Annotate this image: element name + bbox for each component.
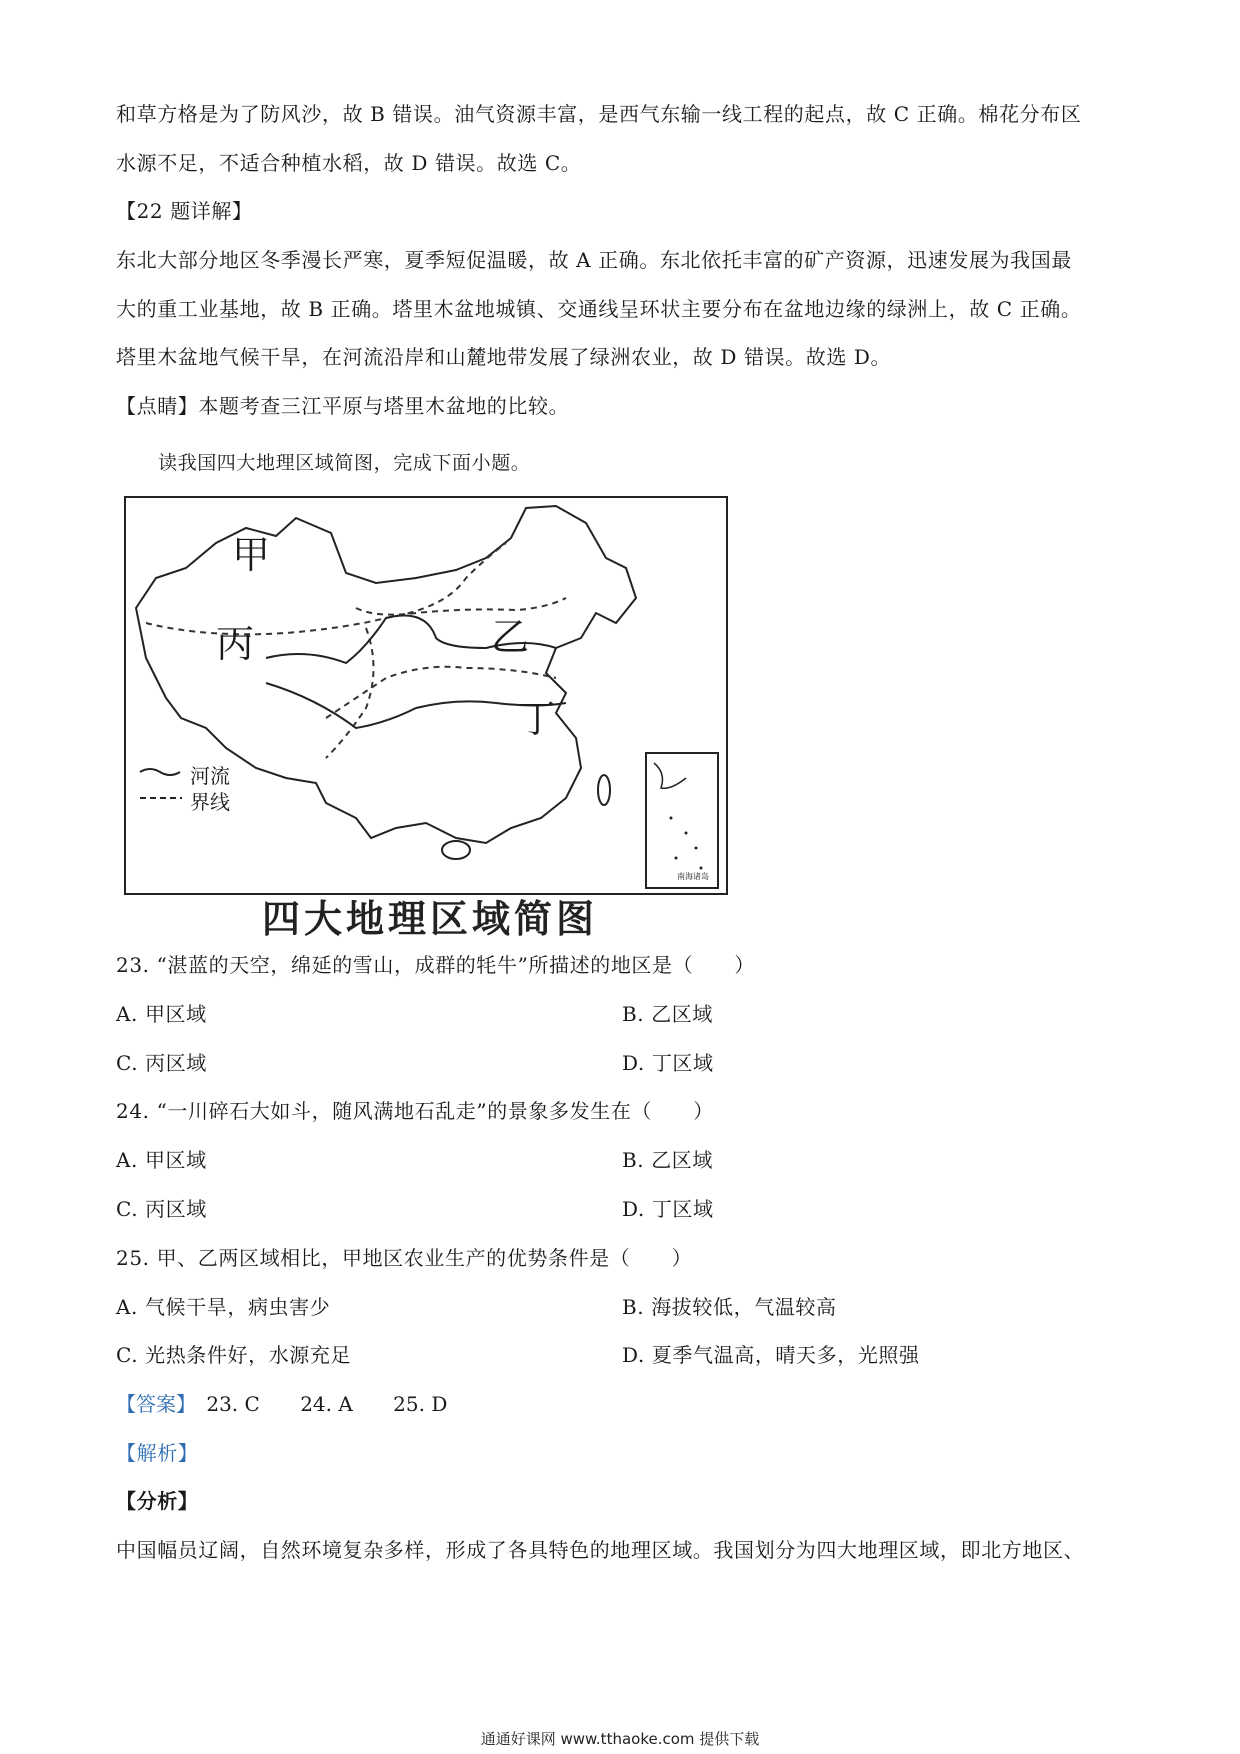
inset-box [646, 753, 718, 888]
region-label-yi: 乙 [491, 615, 530, 659]
option-23-b: B. 乙区域 [622, 1002, 714, 1026]
option-23-d: D. 丁区域 [622, 1051, 714, 1075]
option-24-b: B. 乙区域 [622, 1148, 714, 1172]
question-stem-24: 24. “一川碎石大如斗，随风满地石乱走”的景象多发生在（ ） [116, 1099, 714, 1123]
legend-boundary-label: 界线 [190, 790, 230, 814]
option-25-c: C. 光热条件好，水源充足 [116, 1343, 352, 1367]
answer-row [116, 1390, 481, 1418]
answer-item: 24. A [300, 1392, 353, 1416]
paragraph-line: 塔里木盆地气候干旱，在河流沿岸和山麓地带发展了绿洲农业，故 D 错误。故选 D。 [116, 345, 892, 369]
answer-label: 【答案】 [116, 1392, 196, 1416]
boundary-line [356, 598, 566, 615]
option-23-c: C. 丙区域 [116, 1051, 207, 1075]
question-stem-23: 23. “湛蓝的天空，绵延的雪山，成群的牦牛”所描述的地区是（ ） [116, 953, 756, 977]
option-23-a: A. 甲区域 [116, 1002, 207, 1026]
map-outline-graphic [126, 498, 726, 893]
china-regions-map [124, 496, 728, 895]
region-label-ding: 丁 [518, 697, 557, 741]
question-stem-25: 25. 甲、乙两区域相比，甲地区农业生产的优势条件是（ ） [116, 1246, 693, 1270]
answer-item: 25. D [393, 1392, 448, 1416]
dianjing-note: 【点睛】本题考查三江平原与塔里木盆地的比较。 [116, 394, 570, 418]
option-24-c: C. 丙区域 [116, 1197, 207, 1221]
analysis-label: 【解析】 [116, 1441, 199, 1465]
option-25-d: D. 夏季气温高，晴天多，光照强 [622, 1343, 920, 1367]
hainan-island [442, 841, 470, 859]
region-label-bing: 丙 [216, 622, 255, 666]
paragraph-line: 东北大部分地区冬季漫长严寒，夏季短促温暖，故 A 正确。东北依托丰富的矿产资源，迅速发展为我国最 [116, 248, 1072, 272]
question-intro: 读我国四大地理区域简图，完成下面小题。 [158, 452, 531, 474]
taiwan-island [598, 775, 610, 805]
paragraph-line: 水源不足，不适合种植水稻，故 D 错误。故选 C。 [116, 151, 582, 175]
map-caption: 四大地理区域简图 [262, 897, 599, 941]
option-25-b: B. 海拔较低，气温较高 [622, 1295, 837, 1319]
q22-heading: 【22 题详解】 [116, 199, 253, 223]
paragraph-line: 中国幅员辽阔，自然环境复杂多样，形成了各具特色的地理区域。我国划分为四大地理区域，即北方地区、 [116, 1538, 1085, 1562]
option-24-d: D. 丁区域 [622, 1197, 714, 1221]
boundary-line [326, 628, 374, 758]
legend-river-symbol [140, 769, 180, 775]
paragraph-line: 和草方格是为了防风沙，故 B 错误。油气资源丰富，是西气东输一线工程的起点，故 C 正确。棉花分布区 [116, 102, 1082, 126]
inset-coast [654, 763, 686, 788]
paragraph-line: 大的重工业基地，故 B 正确。塔里木盆地城镇、交通线呈环状主要分布在盆地边缘的绿洲上，故 C 正确。 [116, 297, 1082, 321]
legend-river-label: 河流 [190, 764, 230, 788]
inset-label: 南海诸岛 [677, 872, 709, 881]
fenxi-label: 【分析】 [116, 1489, 199, 1513]
option-25-a: A. 气候干旱，病虫害少 [116, 1295, 331, 1319]
option-24-a: A. 甲区域 [116, 1148, 207, 1172]
region-label-jia: 甲 [232, 533, 271, 577]
page-footer: 通通好课网 www.tthaoke.com 提供下载 [480, 1730, 760, 1748]
answer-item: 23. C [206, 1392, 260, 1416]
